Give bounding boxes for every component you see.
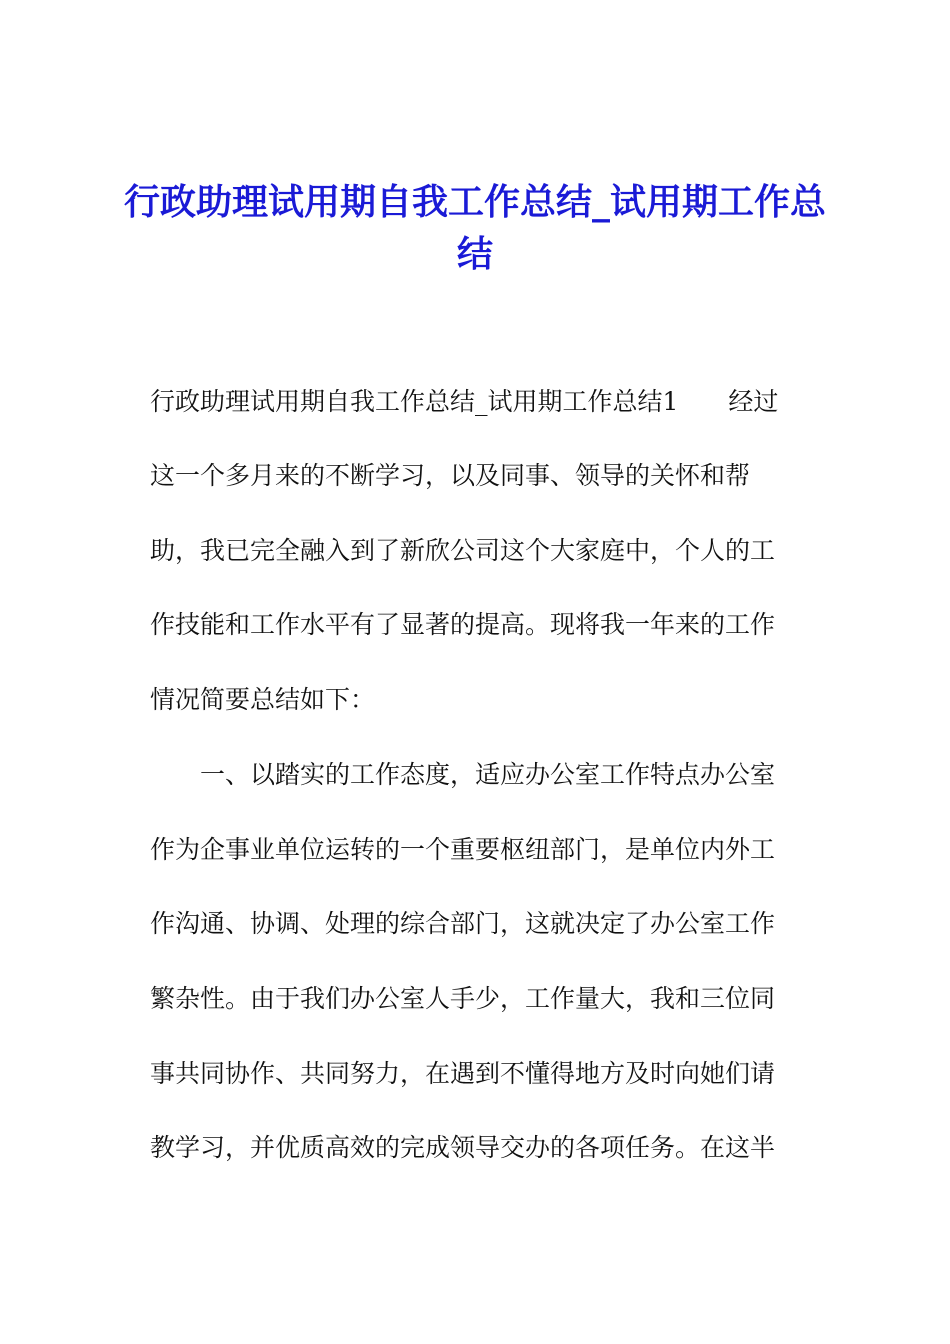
body-line: 这一个多月来的不断学习，以及同事、领导的关怀和帮 <box>150 461 751 490</box>
body-line: 一、以踏实的工作态度，适应办公室工作特点办公室 <box>150 760 776 789</box>
body-line: 作技能和工作水平有了显著的提高。现将我一年来的工作 <box>150 610 776 639</box>
body-line: 繁杂性。由于我们办公室人手少，工作量大，我和三位同 <box>150 984 776 1013</box>
body-line: 情况简要总结如下： <box>150 685 376 714</box>
body-line: 作沟通、协调、处理的综合部门，这就决定了办公室工作 <box>150 909 776 938</box>
body-line: 助，我已完全融入到了新欣公司这个大家庭中，个人的工 <box>150 536 776 565</box>
body-line: 行政助理试用期自我工作总结_试用期工作总结1 经过 <box>150 387 779 416</box>
body-line: 事共同协作、共同努力，在遇到不懂得地方及时向她们请 <box>150 1059 776 1088</box>
document-title: 行政助理试用期自我工作总结_试用期工作总结 <box>123 181 826 275</box>
body-line: 教学习，并优质高效的完成领导交办的各项任务。在这半 <box>150 1133 776 1162</box>
body-line: 作为企事业单位运转的一个重要枢纽部门，是单位内外工 <box>150 835 776 864</box>
